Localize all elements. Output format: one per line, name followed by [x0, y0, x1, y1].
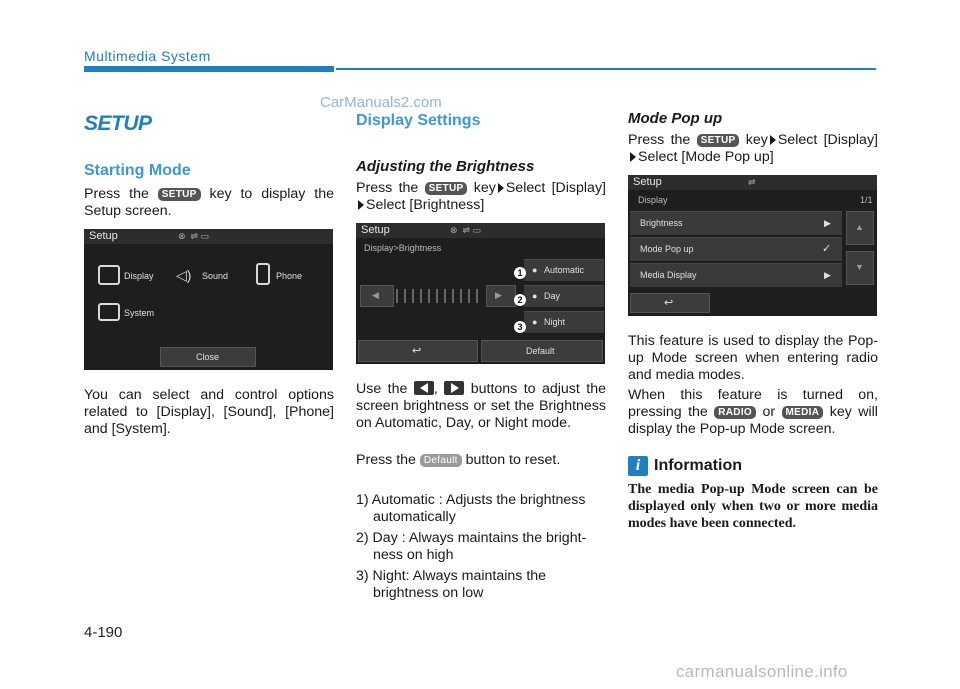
mode-popup-instructions — [628, 132, 878, 166]
usb-icon: ⊗ ⇌ ▭ — [450, 225, 482, 235]
arrow-right-icon — [770, 135, 776, 145]
arrow-right-icon — [358, 200, 364, 210]
page-indicator: 1/1 — [860, 195, 873, 205]
page-title: SETUP — [84, 112, 152, 135]
close-button-label: Close — [196, 352, 220, 362]
option-label-automatic: Automatic — [544, 265, 585, 275]
setup-screen-image — [84, 229, 333, 370]
tile-label-phone: Phone — [276, 271, 303, 281]
mode-popup-keys-paragraph — [628, 387, 878, 438]
mode-popup-description: This feature is used to display the Pop-up Mode screen when entering radio and media modes. — [628, 333, 878, 383]
arrow-right-icon — [498, 183, 504, 193]
text-segment: key — [473, 180, 496, 196]
left-arrow-icon: ◀ — [372, 290, 379, 300]
usb-icon: ⊗ ⇌ ▭ — [178, 231, 210, 241]
setup-key-badge: SETUP — [158, 188, 201, 201]
media-key-badge: MEDIA — [782, 406, 824, 419]
setup-key-badge: SETUP — [425, 182, 468, 195]
chevron-right-icon: ▶ — [824, 218, 831, 228]
mode-popup-screen-image — [628, 175, 877, 316]
page-number: 4-190 — [84, 624, 123, 641]
callout-2: 2 — [514, 294, 526, 306]
system-icon — [98, 303, 120, 321]
list-item: 3) Night: Always maintains the brightness on low — [356, 568, 547, 601]
text-segment: Press the — [356, 452, 416, 468]
brightness-instructions — [356, 180, 606, 214]
chevron-right-icon: ▶ — [824, 270, 831, 280]
header-rule — [336, 68, 876, 70]
brightness-buttons-paragraph — [356, 381, 606, 432]
default-button-label: Default — [526, 346, 555, 356]
callout-1: 1 — [514, 267, 526, 279]
screen-title: Setup — [361, 224, 390, 236]
subtitle-adjusting-brightness: Adjusting the Brightness — [356, 158, 535, 175]
brightness-scale — [396, 289, 484, 303]
text-segment: key to display the Setup screen. — [84, 186, 334, 219]
info-title: Information — [654, 457, 742, 474]
text-segment: When this feature is turned on, pressing the — [628, 387, 878, 420]
arrow-right-icon — [630, 152, 636, 162]
menu-label-brightness: Brightness — [640, 218, 683, 228]
info-icon: i — [628, 456, 648, 476]
list-item: 1) Automatic : Adjusts the brightness automatically — [356, 492, 586, 525]
subtitle-mode-pop-up: Mode Pop up — [628, 110, 723, 127]
starting-mode-paragraph — [84, 186, 334, 220]
screen-breadcrumb: Display>Brightness — [364, 243, 442, 253]
section-title-starting-mode: Starting Mode — [84, 162, 191, 179]
menu-label-media-display: Media Display — [640, 270, 697, 280]
list-item: 2) Day : Always maintains the bright-ness on high — [356, 530, 587, 563]
watermark-top: CarManuals2.com — [320, 94, 442, 111]
back-arrow-icon: ↩ — [664, 297, 674, 309]
setup-key-badge: SETUP — [697, 134, 740, 147]
chevron-down-icon: ▼ — [855, 262, 864, 272]
text-segment: key will display the Pop-up Mode screen. — [628, 404, 878, 437]
usb-icon: ⇌ — [748, 177, 756, 187]
text-segment: or — [762, 404, 776, 420]
checkmark-icon: ✓ — [822, 243, 832, 255]
info-text: The media Pop-up Mode screen can be displayed only when two or more media modes have been connected. — [628, 482, 878, 531]
text-segment: buttons to adjust the screen brightness or set the Brightness on Automatic, Day, or Night mode. — [356, 381, 606, 431]
sound-icon: ◁) — [176, 267, 192, 283]
setup-options-paragraph: You can select and control options related to [Display], [Sound], [Phone] and [System]. — [84, 387, 334, 437]
tile-label-system: System — [124, 308, 155, 318]
tile-label-display: Display — [124, 271, 154, 281]
text-segment: key — [745, 132, 768, 148]
text-segment: Use the — [356, 381, 408, 397]
section-title-display-settings: Display Settings — [356, 112, 481, 129]
radio-icon: ● — [532, 317, 538, 327]
right-arrow-icon: ▶ — [495, 290, 502, 300]
callout-3: 3 — [514, 321, 526, 333]
right-button-icon — [444, 381, 464, 395]
tile-label-sound: Sound — [202, 271, 229, 281]
option-label-night: Night — [544, 317, 566, 327]
radio-icon: ● — [532, 265, 538, 275]
text-segment: Select [Display] — [505, 180, 606, 196]
brightness-screen-image — [356, 223, 605, 364]
chevron-up-icon: ▲ — [855, 222, 864, 232]
phone-icon — [256, 263, 270, 285]
default-reset-paragraph — [356, 452, 606, 469]
screen-breadcrumb: Display — [638, 195, 668, 205]
back-arrow-icon: ↩ — [412, 345, 422, 357]
screen-title: Setup — [633, 176, 662, 188]
text-segment: Press the — [356, 180, 419, 196]
text-segment: , — [433, 381, 438, 397]
default-key-badge: Default — [420, 454, 462, 467]
left-button-icon — [414, 381, 434, 395]
radio-key-badge: RADIO — [714, 406, 756, 419]
option-label-day: Day — [544, 291, 561, 301]
header-title: Multimedia System — [84, 48, 211, 64]
watermark-bottom: carmanualsonline.info — [676, 662, 848, 681]
screen-title: Setup — [89, 230, 118, 242]
header-bar — [84, 66, 334, 72]
text-segment: Press the — [84, 186, 149, 202]
text-segment: Select [Display] — [777, 132, 878, 148]
text-segment: button to reset. — [465, 452, 561, 468]
text-segment: Select [Mode Pop up] — [638, 149, 774, 165]
text-segment: Press the — [628, 132, 691, 148]
radio-icon: ● — [532, 291, 538, 301]
menu-label-mode-pop-up: Mode Pop up — [640, 244, 694, 254]
text-segment: Select [Brightness] — [366, 197, 485, 213]
display-icon — [98, 265, 120, 285]
